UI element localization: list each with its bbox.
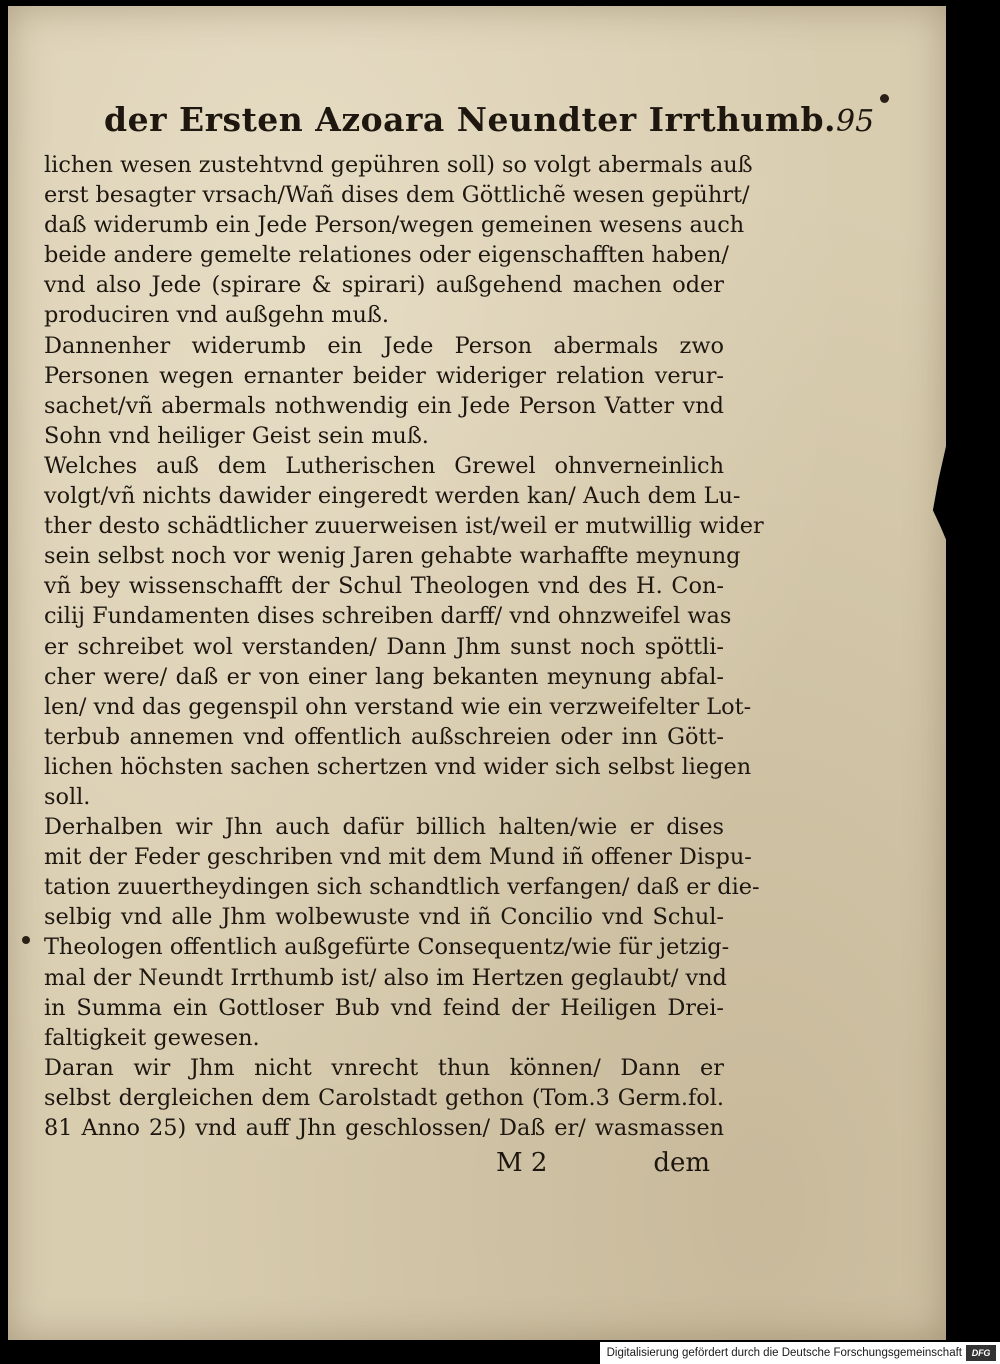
- text-line: Personen wegen ernanter beider wideriger relation verur-: [44, 362, 724, 389]
- text-line: mal der Neundt Irrthumb ist/ also im Hertzen geglaubt/ vnd: [44, 964, 727, 991]
- ink-mark: [880, 94, 889, 103]
- page-bottom-line: [496, 1148, 710, 1178]
- margin-ink-dot: [22, 936, 30, 944]
- text-line: sein selbst noch vor wenig Jaren gehabte warhaffte meynung: [44, 543, 741, 570]
- text-line: erst besagter vrsach/Wañ dises dem Göttlichẽ wesen gepührt/: [44, 182, 750, 209]
- text-line: mit der Feder geschriben vnd mit dem Mund iñ offener Dispu-: [44, 844, 752, 871]
- text-line: sachet/vñ abermals nothwendig ein Jede Person Vatter vnd: [44, 392, 724, 419]
- text-line: vnd also Jede (spirare & spirari) außgehend machen oder: [44, 272, 724, 299]
- text-line: daß widerumb ein Jede Person/wegen gemeinen wesens auch: [44, 212, 745, 239]
- text-line: in Summa ein Gottloser Bub vnd feind der Heiligen Drei-: [44, 994, 724, 1021]
- text-line: len/ vnd das gegenspil ohn verstand wie ein verzweifelter Lot-: [44, 693, 752, 720]
- text-line: Derhalben wir Jhn auch dafür billich halten/wie er dises: [44, 814, 724, 841]
- text-line: Sohn vnd heiliger Geist sein muß.: [44, 422, 429, 449]
- page-number: 95: [836, 104, 875, 139]
- footer-credit: Digitalisierung gefördert durch die Deutsche Forschungsgemeinschaft: [606, 1347, 962, 1359]
- text-line: beide andere gemelte relationes oder eigenschafften haben/: [44, 242, 729, 269]
- text-line: produciren vnd außgehn muß.: [44, 302, 389, 329]
- text-line: cher were/ daß er von einer lang bekanten meynung abfal-: [44, 663, 724, 690]
- running-head-title: der Ersten Azoara Neundter Irrthumb.: [104, 100, 837, 139]
- text-line: selbst dergleichen dem Carolstadt gethon (Tom.3 Germ.fol.: [44, 1084, 724, 1111]
- text-line: volgt/vñ nichts dawider eingeredt werden kan/ Auch dem Lu-: [44, 483, 741, 510]
- text-line: vñ bey wissenschafft der Schul Theologen vnd des H. Con-: [44, 573, 724, 600]
- catchword: dem: [653, 1148, 710, 1178]
- text-line: Daran wir Jhm nicht vnrecht thun können/ Dann er: [44, 1054, 724, 1081]
- signature-mark: M 2: [496, 1148, 548, 1178]
- digitization-footer: [600, 1342, 1000, 1364]
- body-text: [44, 150, 764, 1143]
- dfg-logo: DFG: [966, 1345, 996, 1361]
- text-line: lichen wesen zustehtvnd gepühren soll) so volgt abermals auß: [44, 152, 753, 178]
- running-head: [104, 100, 875, 148]
- text-line: tation zuuertheydingen sich schandtlich verfangen/ daß er die-: [44, 874, 760, 901]
- text-line: terbub annemen vnd offentlich außschreien oder inn Gött-: [44, 723, 724, 750]
- text-line: selbig vnd alle Jhm wolbewuste vnd iñ Concilio vnd Schul-: [44, 904, 724, 931]
- text-line: er schreibet wol verstanden/ Dann Jhm sunst noch spöttli-: [44, 633, 724, 660]
- text-line: soll.: [44, 783, 91, 810]
- text-line: faltigkeit gewesen.: [44, 1024, 260, 1051]
- text-line: 81 Anno 25) vnd auff Jhn geschlossen/ Daß er/ wasmassen: [44, 1115, 724, 1141]
- text-line: Theologen offentlich außgefürte Consequentz/wie für jetzig-: [44, 934, 730, 961]
- text-line: Welches auß dem Lutherischen Grewel ohnverneinlich: [44, 452, 724, 479]
- text-line: lichen höchsten sachen schertzen vnd wider sich selbst liegen: [44, 753, 752, 780]
- text-line: cilij Fundamenten dises schreiben darff/ vnd ohnzweifel was: [44, 603, 732, 630]
- text-line: ther desto schädtlicher zuuerweisen ist/weil er mutwillig wider: [44, 513, 764, 540]
- text-line: Dannenher widerumb ein Jede Person abermals zwo: [44, 332, 724, 359]
